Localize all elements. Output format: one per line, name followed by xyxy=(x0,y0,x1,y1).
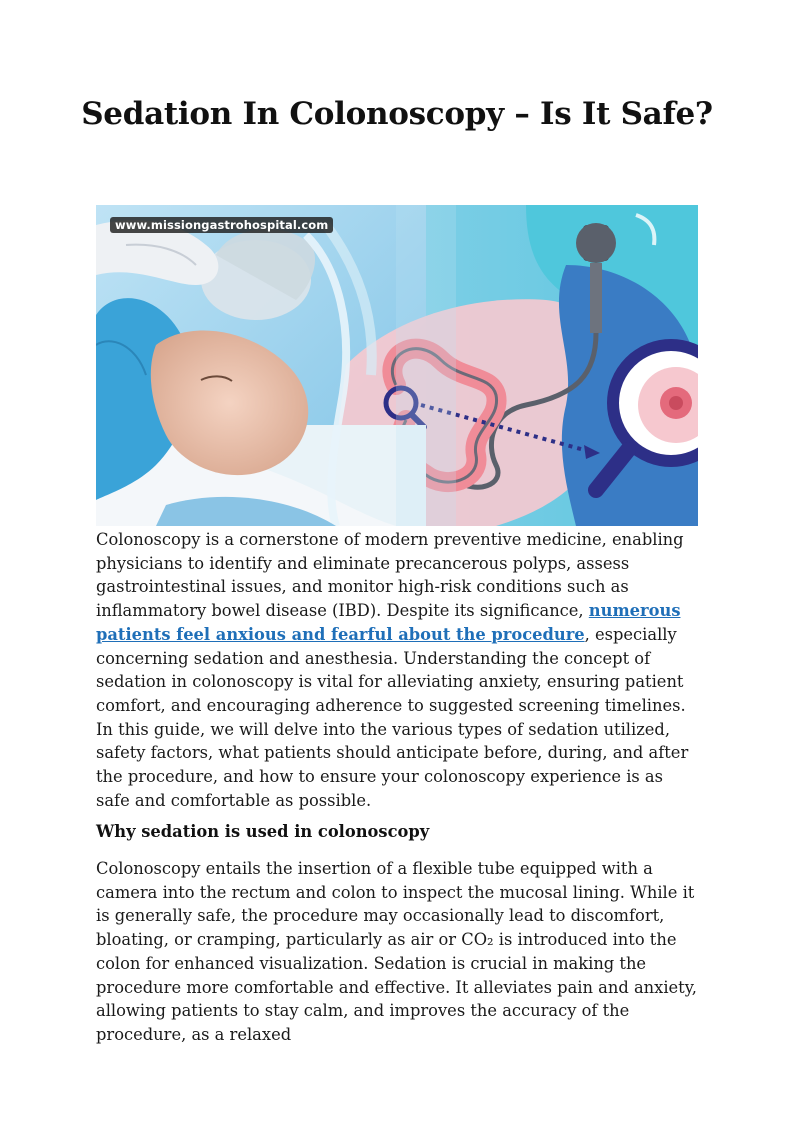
hero-image xyxy=(96,205,698,526)
section-heading: Why sedation is used in colonoscopy xyxy=(96,822,430,841)
anxiety-link[interactable]: numerous patients feel anxious and fearful about the procedure xyxy=(96,601,681,644)
intro-text-after-link: , especially concerning sedation and anesthesia. Understanding the concept of sedation in colonoscopy is vital for alleviating anxiety, ensuring patient comfort, and encouraging adherence to suggested screening timelines. In this guide, we will delve into the various types of sedation utilized, safety factors, what patients should anticipate before, during, and after the procedure, and how to ensure your colonoscopy experience is as safe and comfortable as possible. xyxy=(96,624,689,810)
page-title: Sedation In Colonoscopy – Is It Safe? xyxy=(81,96,713,132)
intro-paragraph xyxy=(96,528,700,812)
section-paragraph: Colonoscopy entails the insertion of a flexible tube equipped with a camera into the rectum and colon to inspect the mucosal lining. While it is generally safe, the procedure may occasionally lead to discomfort, bloating, or cramping, particularly as air or CO₂ is introduced into the colon for enhanced visualization. Sedation is crucial in making the procedure more comfortable and effective. It alleviates pain and anxiety, allowing patients to stay calm, and improves the accuracy of the procedure, as a relaxed xyxy=(96,859,697,1044)
watermark-text: www.missiongastrohospital.com xyxy=(110,217,333,233)
intro-text-before-link: Colonoscopy is a cornerstone of modern preventive medicine, enabling physicians to identify and eliminate precancerous polyps, assess gastrointestinal issues, and monitor high-risk conditions such as inflammatory bowel disease (IBD). Despite its significance, xyxy=(96,530,684,621)
hero-illustration xyxy=(96,205,698,526)
